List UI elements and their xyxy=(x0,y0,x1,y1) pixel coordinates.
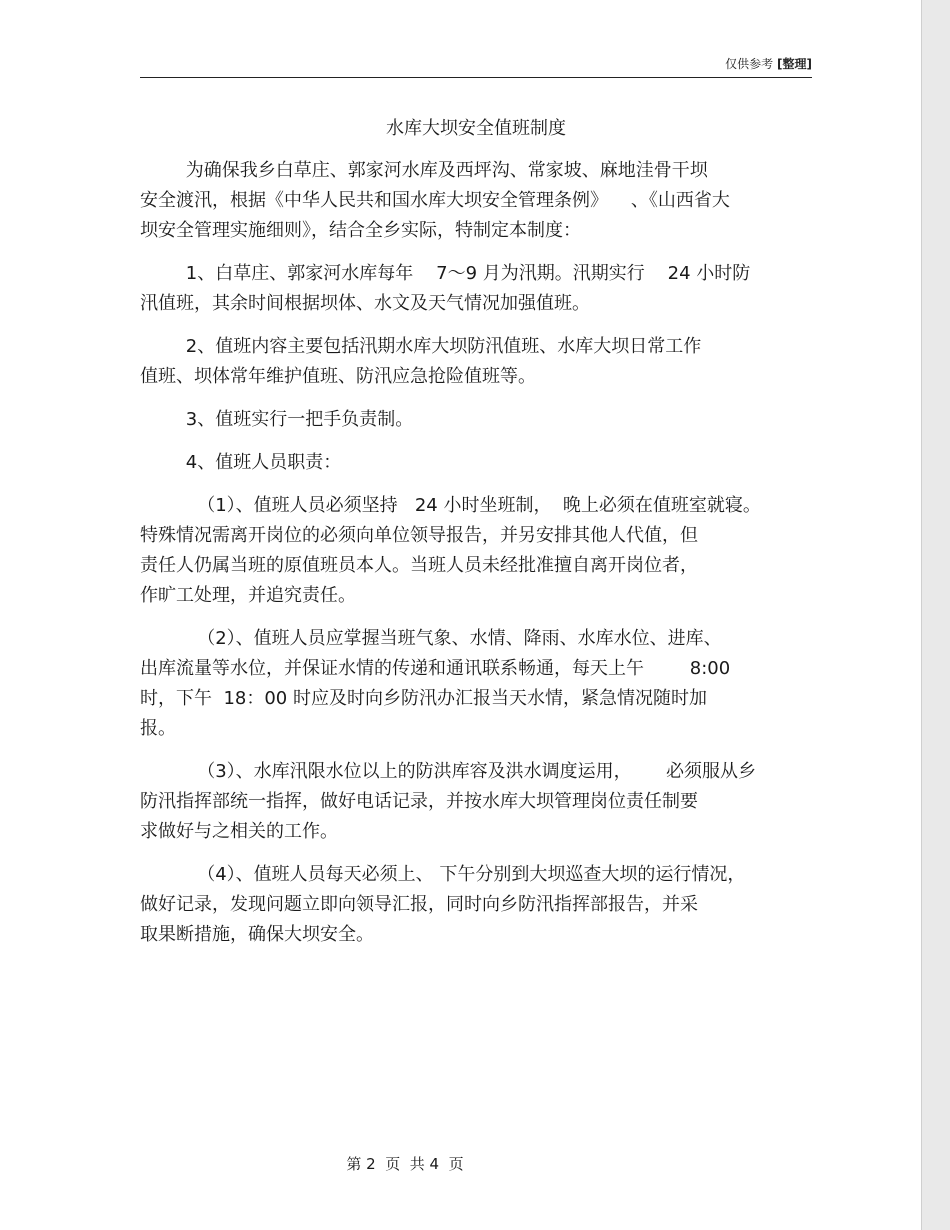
text-line: （4）、值班人员每天必须上、 下午分别到大坝巡查大坝的运行情况， xyxy=(140,864,746,885)
text-line: 为确保我乡白草庄、郭家河水库及西坪沟、常家坡、麻地洼骨干坝 xyxy=(140,160,708,181)
text-line: 值班、坝体常年维护值班、防汛应急抢险值班等。 xyxy=(140,366,536,387)
paragraph-gap xyxy=(140,435,812,448)
text-line: 4、值班人员职责： xyxy=(140,452,342,473)
header-bracket: [整理] xyxy=(777,57,812,71)
text-line: 3、值班实行一把手负责制。 xyxy=(140,409,414,430)
paragraph-gap xyxy=(140,392,812,405)
text-line: 做好记录，发现问题立即向领导汇报，同时向乡防汛指挥部报告，并采 xyxy=(140,894,698,915)
document-body xyxy=(140,156,812,950)
text-line: 坝安全管理实施细则》，结合全乡实际，特制定本制度： xyxy=(140,220,581,241)
text-line: 汛值班，其余时间根据坝体、水文及天气情况加强值班。 xyxy=(140,293,590,314)
text-line: 特殊情况需离开岗位的必须向单位领导报告，并另安排其他人代值，但 xyxy=(140,525,698,546)
text-line: 时，下午 18：00 时应及时向乡防汛办汇报当天水情，紧急情况随时加 xyxy=(140,688,707,709)
paragraph-gap xyxy=(140,319,812,332)
page-footer: 第 2 页 共 4 页 xyxy=(346,1155,464,1173)
page-header xyxy=(140,56,812,72)
header-text: 仅供参考 xyxy=(725,57,774,71)
paragraph-gap xyxy=(140,611,812,624)
header-rule xyxy=(140,77,812,78)
text-line: 求做好与之相关的工作。 xyxy=(140,821,338,842)
text-line: 安全渡汛，根据《中华人民共和国水库大坝安全管理条例》 、《山西省大 xyxy=(140,190,730,211)
text-line: 2、值班内容主要包括汛期水库大坝防汛值班、水库大坝日常工作 xyxy=(140,336,702,357)
text-line: （2）、值班人员应掌握当班气象、水情、降雨、水库水位、进库、 xyxy=(140,628,722,649)
text-line: 报。 xyxy=(140,718,176,739)
text-line: 出库流量等水位，并保证水情的传递和通讯联系畅通，每天上午 8:00 xyxy=(140,658,731,679)
text-line: 责任人仍属当班的原值班员本人。当班人员未经批准擅自离开岗位者， xyxy=(140,555,698,576)
text-line: 防汛指挥部统一指挥，做好电话记录，并按水库大坝管理岗位责任制要 xyxy=(140,791,698,812)
document-title: 水库大坝安全值班制度 xyxy=(386,118,566,139)
text-line: 作旷工处理，并追究责任。 xyxy=(140,585,356,606)
paragraph-gap xyxy=(140,847,812,860)
text-line: 取果断措施，确保大坝安全。 xyxy=(140,924,374,945)
text-line: （3）、水库汛限水位以上的防洪库容及洪水调度运用， 必须服从乡 xyxy=(140,761,756,782)
paragraph-gap xyxy=(140,478,812,491)
text-line: 1、白草庄、郭家河水库每年 7～9 月为汛期。汛期实行 24 小时防 xyxy=(140,263,751,284)
paragraph-gap xyxy=(140,246,812,259)
text-line: （1）、值班人员必须坚持 24 小时坐班制， 晚上必须在值班室就寝。 xyxy=(140,495,761,516)
paragraph-gap xyxy=(140,744,812,757)
